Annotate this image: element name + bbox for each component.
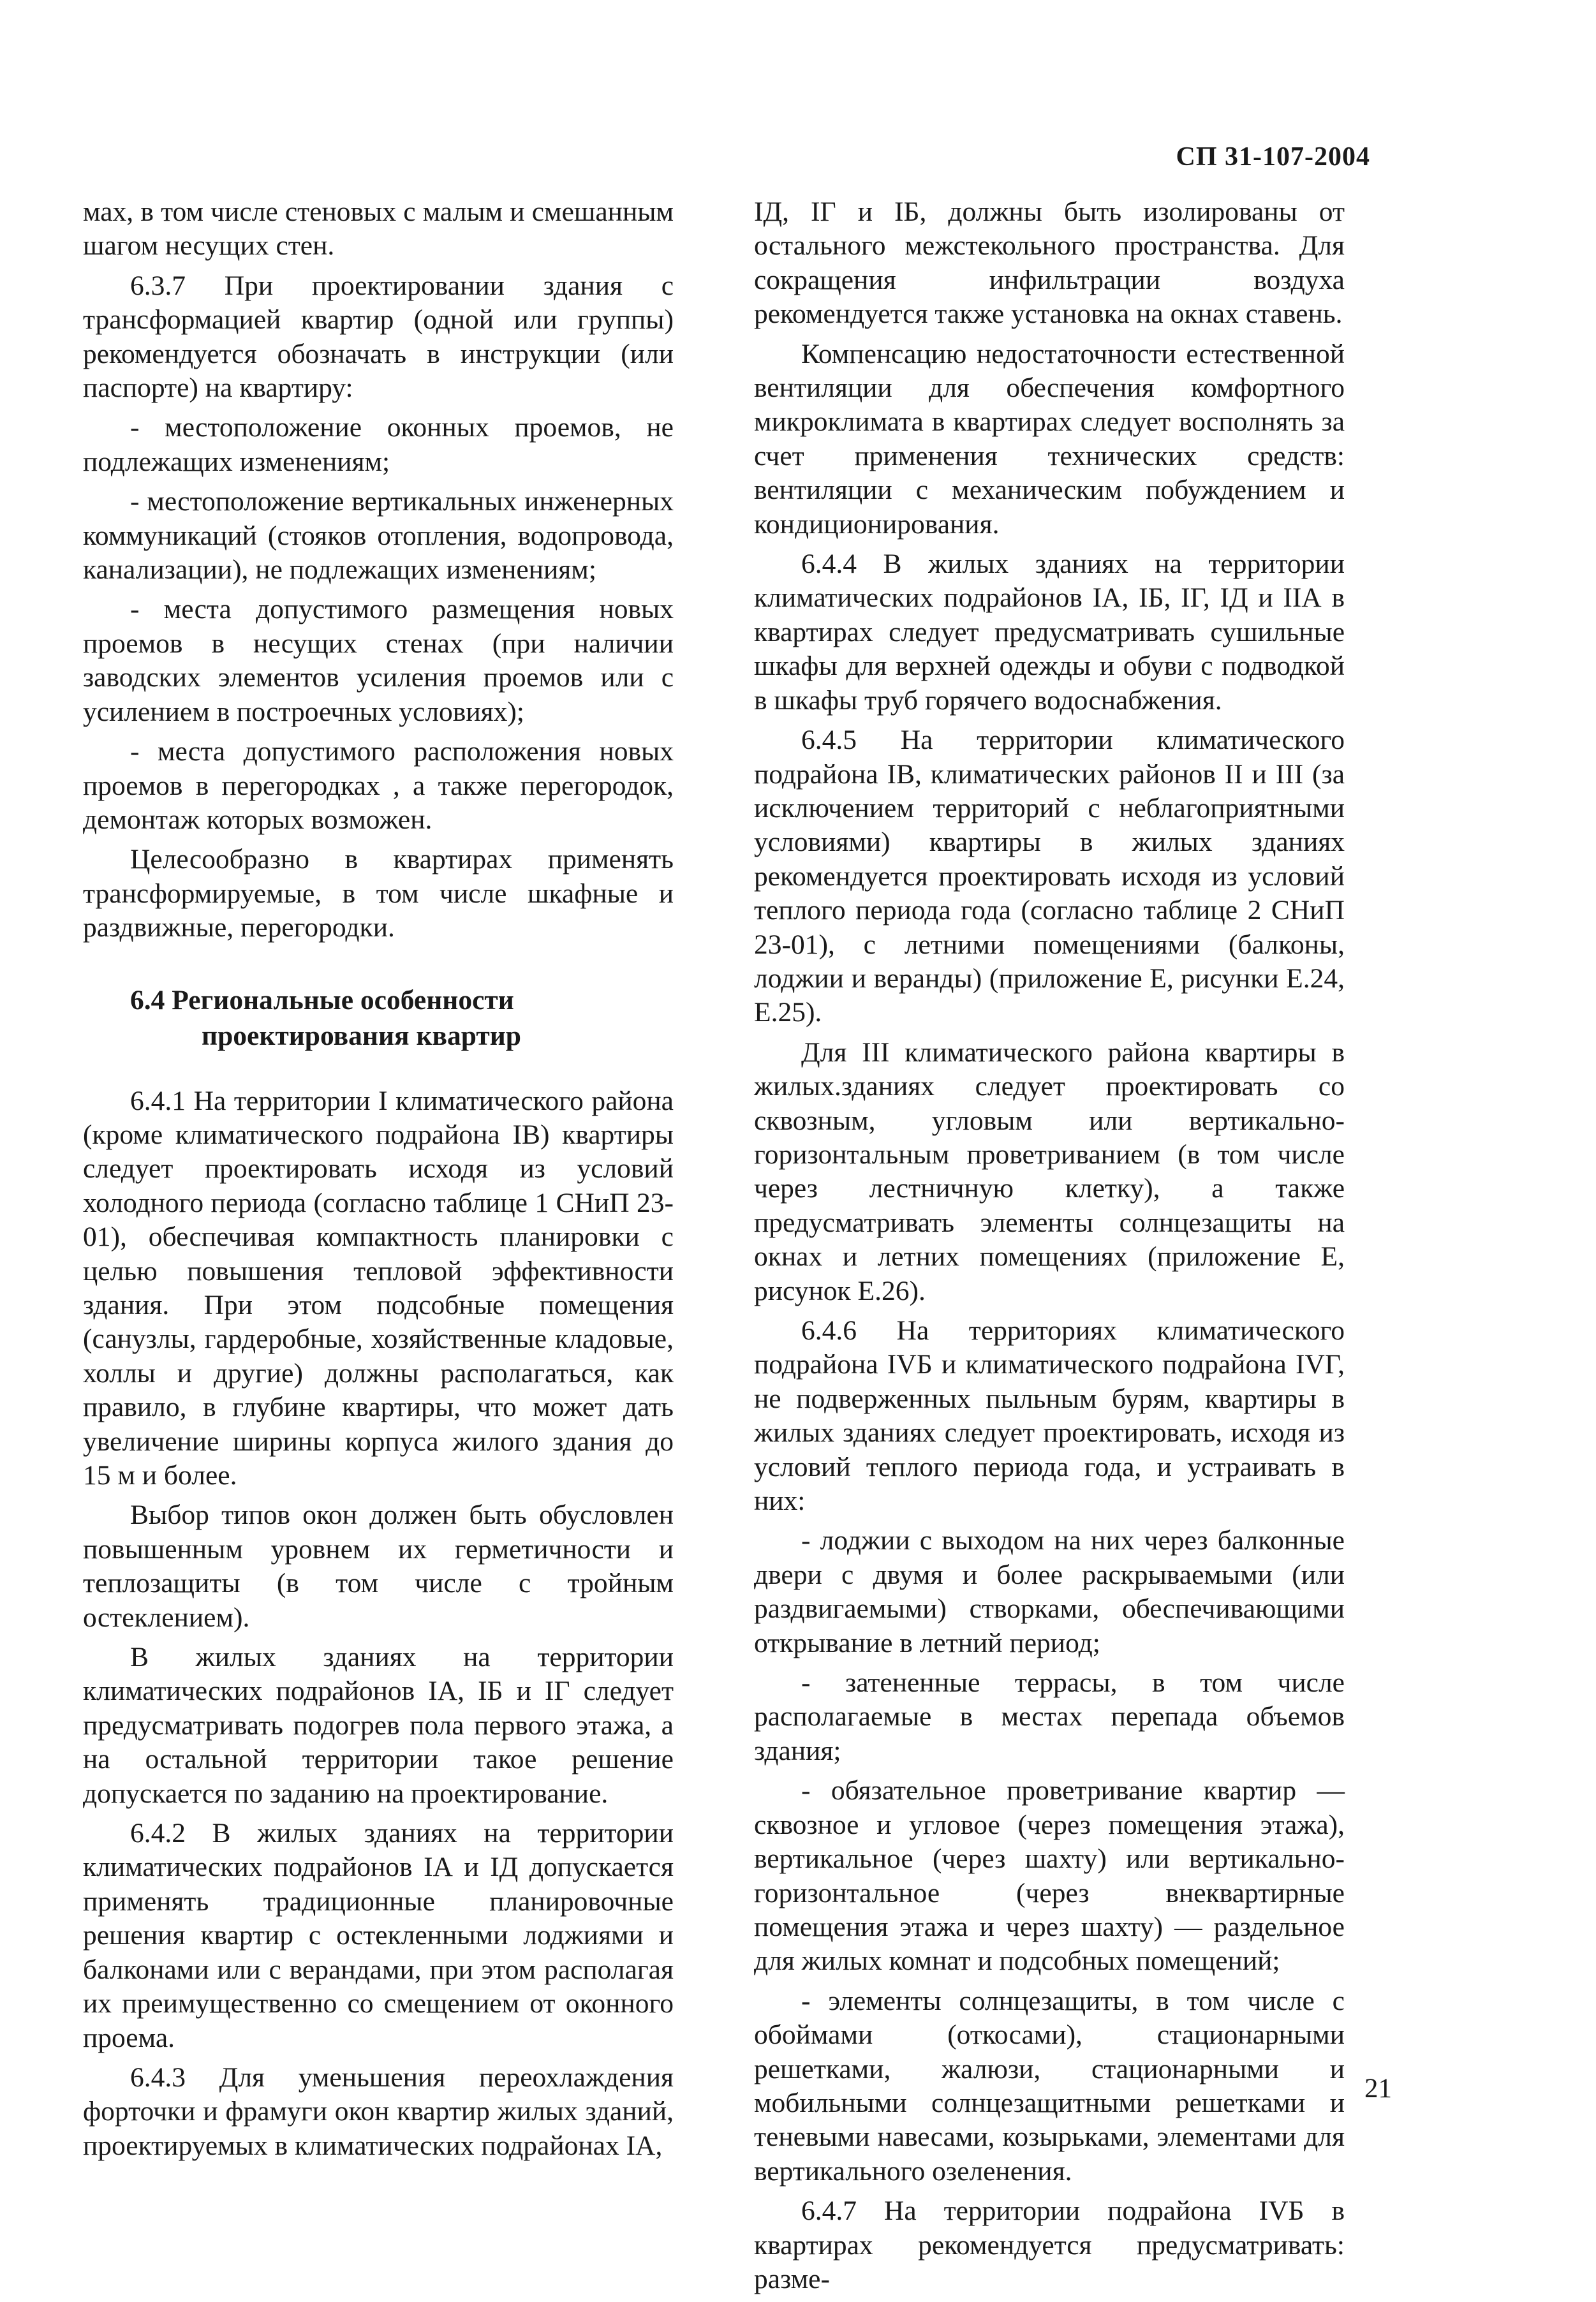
paragraph-6-4-4: 6.4.4 В жилых зданиях на территории климатических подрайонов IА, IБ, IГ, IД и IIА в квартирах следует предусматривать сушильные шкафы для верхней одежды и обуви с подводкой в шкафы труб горячего водоснабжения. — [754, 549, 1345, 716]
list-item: - затененные террасы, в том числе располагаемые в местах перепада объемов здания; — [754, 1667, 1345, 1766]
list-item: - местоположение вертикальных инженерных коммуникаций (стояков отопления, водопровода, канализации), не подлежащих изменениям; — [83, 486, 674, 586]
list-item: - места допустимого размещения новых проемов в несущих стенах (при наличии заводских элементов усиления проемов или с усилением в построечных условиях); — [83, 594, 674, 727]
document-code: СП 31-107-2004 — [1176, 142, 1370, 172]
paragraph-6-4-1: 6.4.1 На территории I климатического района (кроме климатического подрайона IВ) квартиры следует проектировать исходя из условий холодного периода (согласно таблице 1 СНиП 23-01), обеспечивая компактность планировки с целью повышения тепловой эффективности здания. При этом подсобные помещения (санузлы, гардеробные, хозяйственные кладовые, холлы и другие) должны располагаться, как правило, в глубине квартиры, что может дать увеличение ширины корпуса жилого здания до 15 м и более. — [83, 1085, 674, 1491]
paragraph-windows: Выбор типов окон должен быть обусловлен повышенным уровнем их герметичности и теплозащиты (в том числе с тройным остеклением). — [83, 1500, 674, 1633]
paragraph-continued: мах, в том числе стеновых с малым и смешанным шагом несущих стен. — [83, 196, 674, 262]
section-heading — [83, 982, 674, 1054]
paragraph-floor-heating: В жилых зданиях на территории климатических подрайонов IА, IБ и IГ следует предусматривать подогрев пола первого этажа, а на остальной территории такое решение допускается по заданию на проектирование. — [83, 1642, 674, 1809]
section-heading-line2: проектирования квартир — [202, 1020, 521, 1051]
list-item: - лоджии с выходом на них через балконные двери с двумя и более раскрываемыми (или раздвигаемыми) створками, обеспечивающими открывание в летний период; — [754, 1525, 1345, 1658]
paragraph-6-4-7: 6.4.7 На территории подрайона IVБ в квартирах рекомендуется предусматривать: разме- — [754, 2195, 1345, 2294]
paragraph-district-3: Для III климатического района квартиры в жилых.зданиях следует проектировать со сквозным, угловым или вертикально-горизонтальным проветриванием (в том числе через лестничную клетку), а также предусматривать элементы солнцезащиты на окнах и летних помещениях (приложение Е, рисунок Е.26). — [754, 1037, 1345, 1306]
paragraph-transformable: Целесообразно в квартирах применять трансформируемые, в том числе шкафные и раздвижные, перегородки. — [83, 844, 674, 943]
section-heading-line1: 6.4 Региональные особенности — [130, 984, 514, 1015]
paragraph-6-4-5: 6.4.5 На территории климатического подрайона IВ, климатических районов II и III (за исключением территорий с неблагоприятными условиями) квартиры в жилых зданиях рекомендуется проектировать исходя из условий теплого периода года (согласно таблице 2 СНиП 23-01), с летними помещениями (балконы, лоджии и веранды) (приложение Е, рисунки Е.24, Е.25). — [754, 725, 1345, 1028]
right-column — [754, 195, 1345, 2302]
list-item: - элементы солнцезащиты, в том числе с обоймами (откосами), стационарными решетками, жалюзи, стационарными и мобильными солнцезащитными решетками и теневыми навесами, козырьками, элементами для вертикального озеленения. — [754, 1985, 1345, 2187]
list-item: - места допустимого расположения новых проемов в перегородках , а также перегородок, демонтаж которых возможен. — [83, 736, 674, 835]
left-column — [83, 195, 674, 2169]
paragraph-ventilation: Компенсацию недостаточности естественной вентиляции для обеспечения комфортного микроклимата в квартирах следует восполнять за счет применения технических средств: вентиляции с механическим побуждением и кондиционирования. — [754, 338, 1345, 540]
paragraph-continued: IД, IГ и IБ, должны быть изолированы от остального межстекольного пространства. Для сокращения инфильтрации воздуха рекомендуется также установка на окнах ставень. — [754, 196, 1345, 330]
list-item: - обязательное проветривание квартир — сквозное и угловое (через помещения этажа), вертикальное (через шахту) или вертикально-горизонтальное (через внеквартирные помещения этажа и через шахту) — раздельное для жилых комнат и подсобных помещений; — [754, 1775, 1345, 1977]
paragraph-6-4-3: 6.4.3 Для уменьшения переохлаждения форточки и фрамуги окон квартир жилых зданий, проектируемых в климатических подрайонах IА, — [83, 2062, 674, 2161]
paragraph-6-3-7: 6.3.7 При проектировании здания с трансформацией квартир (одной или группы) рекомендуется обозначать в инструкции (или паспорте) на квартиру: — [83, 270, 674, 404]
page-number: 21 — [1364, 2074, 1392, 2104]
paragraph-6-4-2: 6.4.2 В жилых зданиях на территории климатических подрайонов IА и IД допускается применять традиционные планировочные решения квартир с остекленными лоджиями и балконами или с верандами, при этом располагая их преимущественно со смещением от оконного проема. — [83, 1818, 674, 2053]
list-item: - местоположение оконных проемов, не подлежащих изменениям; — [83, 412, 674, 477]
paragraph-6-4-6: 6.4.6 На территориях климатического подрайона IVБ и климатического подрайона IVГ, не подверженных пыльным бурям, квартиры в жилых зданиях следует проектировать, исходя из условий теплого периода года, и устраивать в них: — [754, 1315, 1345, 1517]
